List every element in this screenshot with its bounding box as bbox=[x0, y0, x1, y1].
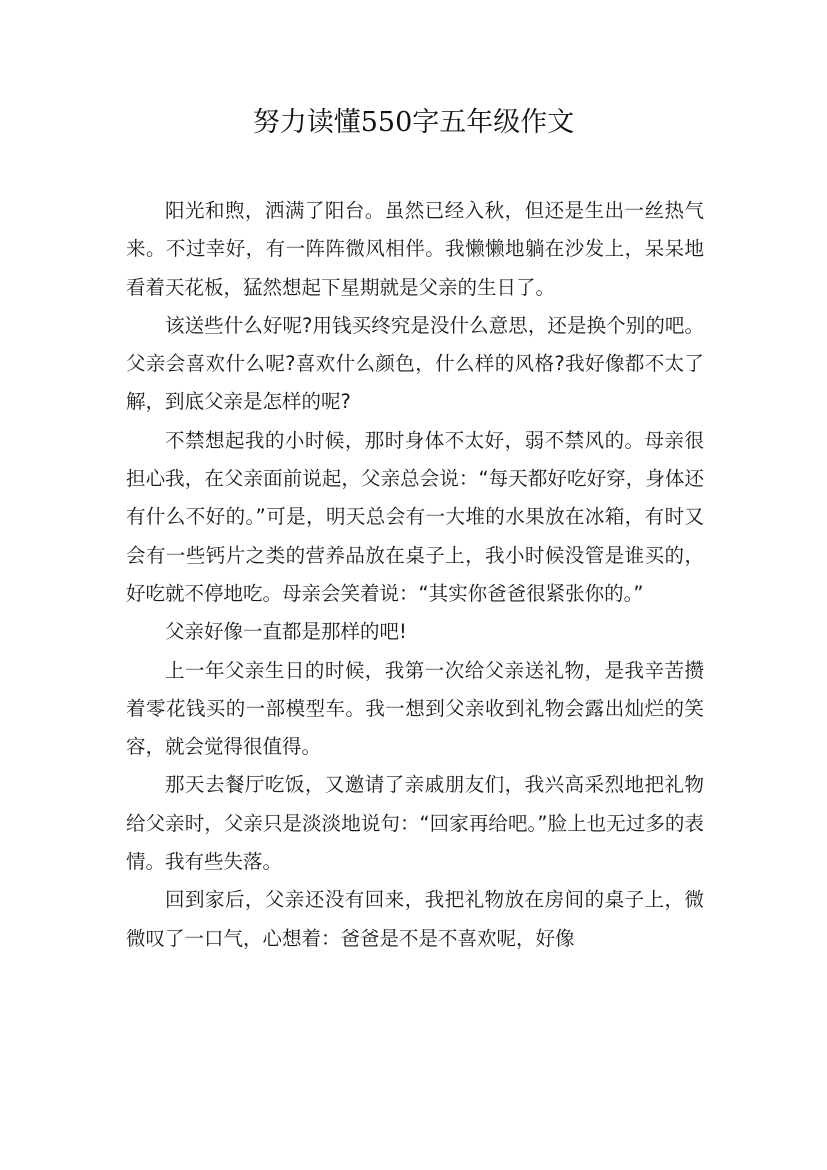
essay-body bbox=[126, 192, 704, 958]
paragraph: 那天去餐厅吃饭，又邀请了亲戚朋友们，我兴高采烈地把礼物给父亲时，父亲只是淡淡地说句：“回家再给吧。”脸上也无过多的表情。我有些失落。 bbox=[126, 773, 704, 874]
paragraph: 该送些什么好呢?用钱买终究是没什么意思，还是换个别的吧。父亲会喜欢什么呢?喜欢什么颜色，什么样的风格?我好像都不太了解，到底父亲是怎样的呢? bbox=[126, 313, 704, 414]
paragraph: 阳光和煦，洒满了阳台。虽然已经入秋，但还是生出一丝热气来。不过幸好，有一阵阵微风相伴。我懒懒地躺在沙发上，呆呆地看着天花板，猛然想起下星期就是父亲的生日了。 bbox=[126, 199, 704, 299]
paragraph: 不禁想起我的小时候，那时身体不太好，弱不禁风的。母亲很担心我，在父亲面前说起，父亲总会说：“每天都好吃好穿，身体还有什么不好的。”可是，明天总会有一大堆的水果放在冰箱，有时又会有一些钙片之类的营养品放在桌子上，我小时候没管是谁买的，好吃就不停地吃。母亲会笑着说：“其实你爸爸很紧张你的。” bbox=[126, 428, 704, 605]
paragraph: 上一年父亲生日的时候，我第一次给父亲送礼物，是我辛苦攒着零花钱买的一部模型车。我一想到父亲收到礼物会露出灿烂的笑容，就会觉得很值得。 bbox=[126, 658, 704, 759]
document-title: 努力读懂550字五年级作文 bbox=[252, 107, 575, 138]
paragraph: 回到家后，父亲还没有回来，我把礼物放在房间的桌子上，微微叹了一口气，心想着：爸爸是不是不喜欢呢，好像 bbox=[126, 888, 704, 950]
paragraph: 父亲好像一直都是那样的吧! bbox=[165, 620, 407, 644]
